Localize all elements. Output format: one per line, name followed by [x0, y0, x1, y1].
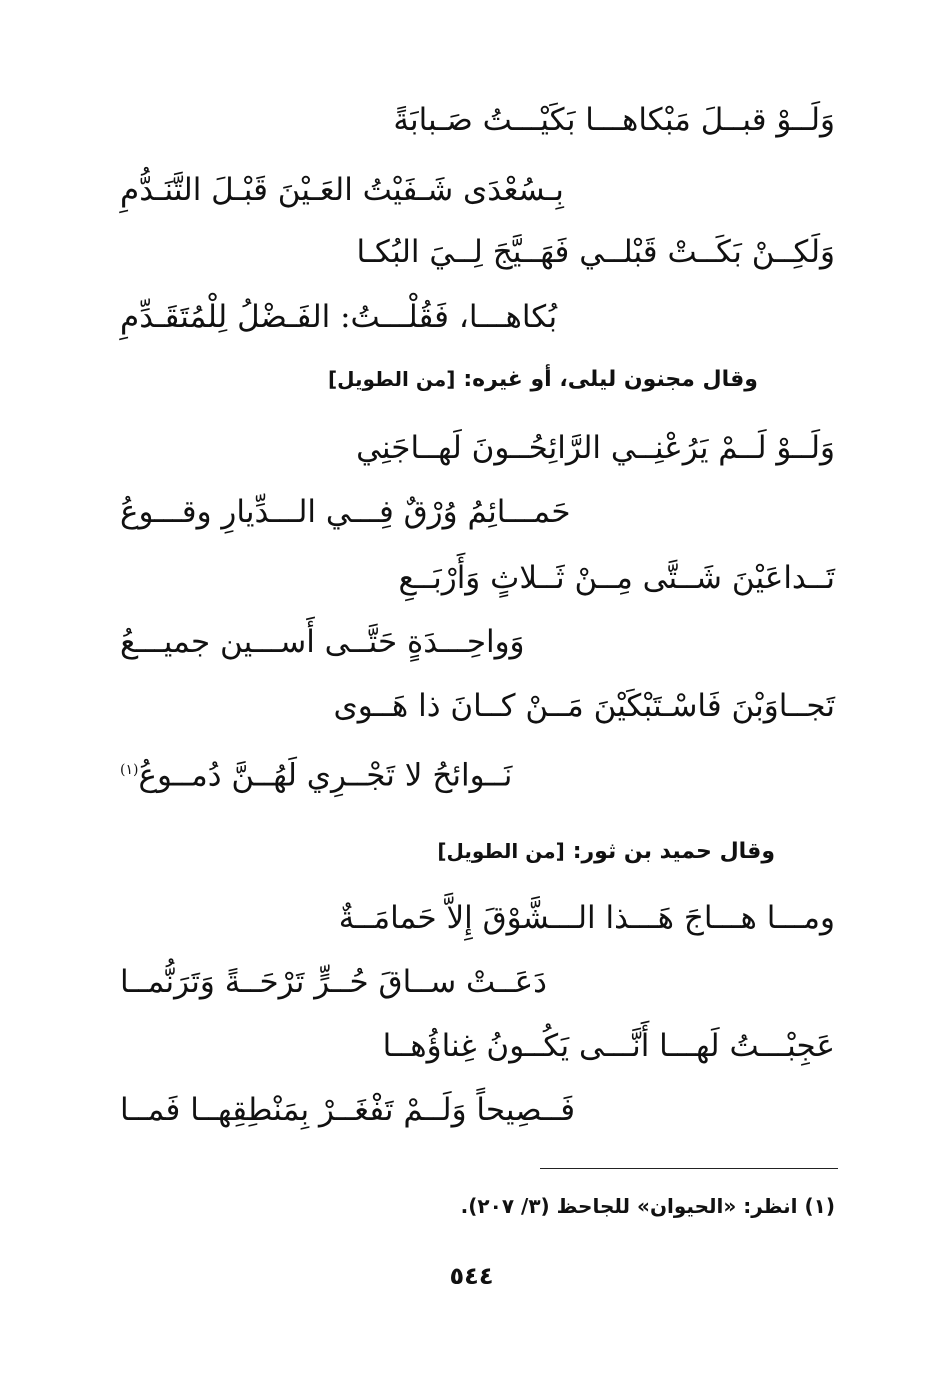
meter-label: [من الطويل] [327, 367, 456, 391]
intro-text: وقال حميد بن ثور: [572, 839, 775, 864]
verse-line: وَلَكِــنْ بَكَــتْ قَبْلــي فَهَــيَّجَ لِــيَ البُكـا [356, 234, 835, 270]
footnote: (١) انظر: «الحيوان» للجاحظ (٣/ ٢٠٧). [460, 1194, 835, 1218]
intro-text: وقال مجنون ليلى، أو غيره: [463, 367, 758, 392]
verse-line: حَمـــائِمُ وُرْقٌ فِـــي الـــدِّيارِ وقـــوعُ [120, 494, 571, 530]
verse-line: وَلَــوْ قبــلَ مَبْكاهـــا بَكَيْـــتُ صَـبابَةً [393, 102, 835, 138]
verse-line: تَجــاوَبْنَ فَاسْـتَبْكَيْنَ مَــنْ كــانَ ذا هَــوى [333, 688, 835, 724]
verse-line: عَجِبْـــتُ لَهـــا أَنَّـــى يَكُــونُ غِناؤُهــا [382, 1028, 835, 1064]
verse-text: نَــوائحُ لا تَجْــرِي لَهُــنَّ دُمــوعُ [138, 757, 513, 794]
verse-line: تَــداعَيْنَ شَــتَّى مِــنْ ثَــلاثٍ وَأَرْبَــعِ [398, 560, 835, 596]
footnote-separator [540, 1168, 838, 1169]
verse-line [120, 750, 512, 795]
verse-line: ومـــا هـــاجَ هَـــذا الـــشَّوْقَ إِلاَّ حَمامَــةٌ [338, 900, 835, 936]
verse-line: فَــصِيحاً وَلَــمْ تَفْغَــرْ بِمَنْطِقِهــا فَمــا [120, 1092, 576, 1128]
verse-line: بِـسُعْدَى شَـفَيْتُ العَـيْنَ قَبْـلَ التَّنَـدُّمِ [120, 172, 564, 208]
verse-line: بُكاهـــا، فَقُلْـــتُ: الفَـضْلُ لِلْمُتَقَـدِّمِ [120, 299, 558, 335]
poem-introduction [437, 836, 775, 867]
verse-line: وَلَــوْ لَــمْ يَرُعْنِــي الرَّائِحُــونَ لَهــاجَنِي [356, 430, 835, 466]
footnote-marker: (١) [120, 762, 139, 778]
verse-line: دَعَــتْ ســاقَ حُــرٍّ تَرْحَــةً وَتَرَنُّمــا [120, 964, 547, 1000]
page-number: ٥٤٤ [449, 1262, 494, 1290]
verse-line: وَواحِـــدَةٍ حَتَّــى أَســـين جميـــعُ [120, 624, 525, 660]
meter-label: [من الطويل] [437, 839, 565, 863]
poem-introduction [328, 364, 758, 395]
